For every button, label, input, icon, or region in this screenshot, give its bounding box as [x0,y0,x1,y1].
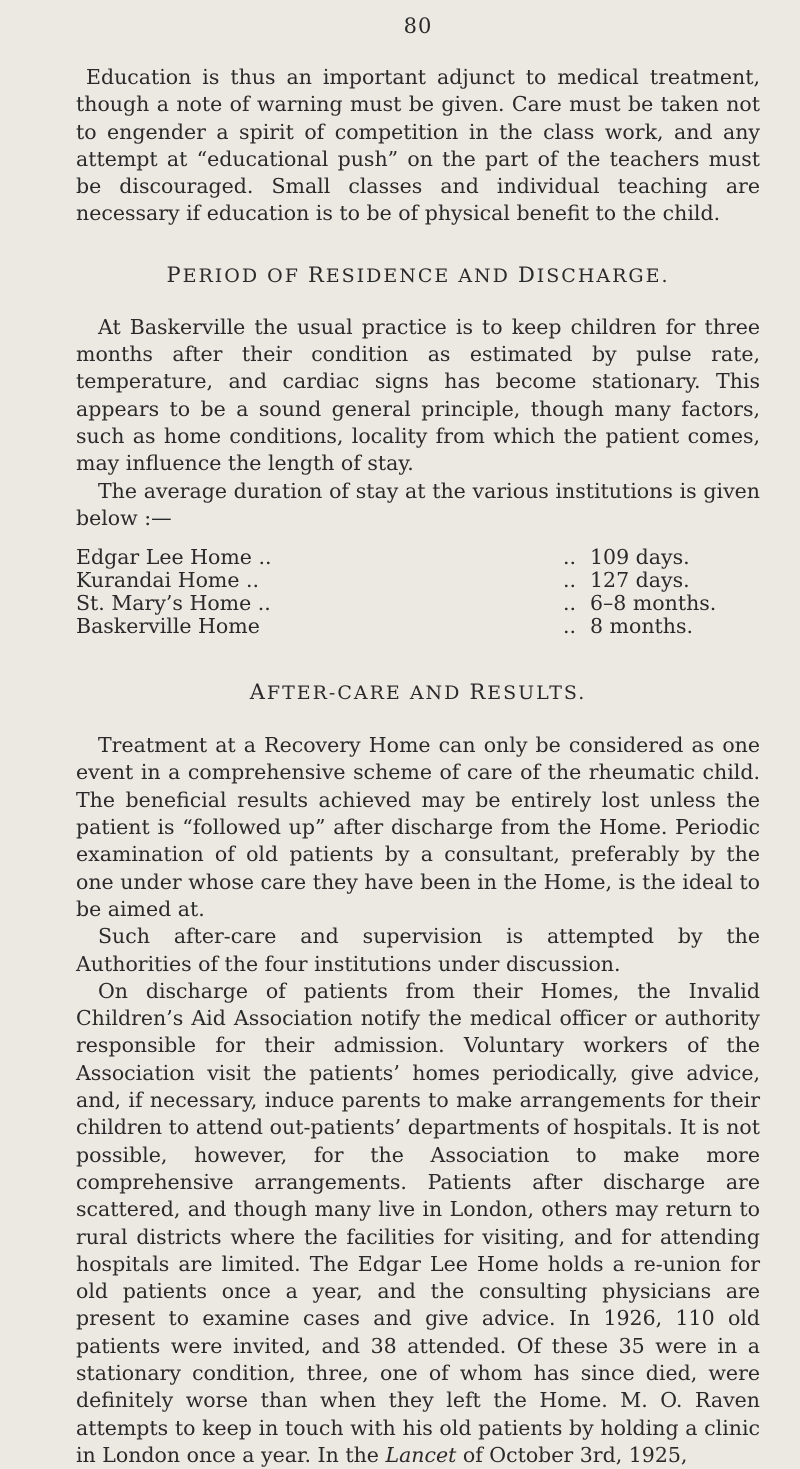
institution-name: Edgar Lee Home .. [76,545,272,570]
stay-duration: 109 days. [590,545,690,570]
leader-dots: .. [562,614,576,639]
supervision-paragraph: Such after-care and supervision is attempted by the Authorities of the four institutions under discussion. [76,924,760,976]
duration-intro-paragraph: The average duration of stay at the various institutions is given below :— [76,478,760,530]
section-heading-aftercare: AFTER-CARE AND RESULTS. [249,680,587,705]
leader-dots: .. [562,591,576,616]
dot-leaders [336,615,516,638]
leader-dots: .. [562,568,576,593]
institution-name: Kurandai Home .. [76,568,260,593]
stay-duration: 6–8 months. [590,591,717,616]
residence-paragraph: At Baskerville the usual practice is to keep children for three months after their condition as estimated by pulse rate, temperature, and cardiac signs has become stationary. This appears to be a sound general principle, though many factors, such as home conditions, locality from which the patient comes, may influence the length of stay. [76,314,760,476]
table-row [76,546,760,569]
page-number: 80 [403,14,433,38]
stay-duration: 8 months. [590,614,694,639]
aftercare-paragraph: Treatment at a Recovery Home can only be considered as one event in a comprehensive scheme of care of the rheumatic child. The beneficial results achieved may be entirely lost unless the patient is “followed up” after discharge from the Home. Periodic examination of old patients by a consultant, preferably by the one under whose care they have been in the Home, is the ideal to be aimed at. [76,733,760,921]
intro-paragraph: Education is thus an important adjunct to medical treatment, though a note of warning must be given. Care must be taken not to engender a spirit of competition in the class work, and any attempt at “educational push” on the part of the teachers must be discouraged. Small classes and individual teaching are necessary if education is to be of physical benefit to the child. [76,65,760,226]
dot-leaders [336,592,516,615]
table-row [76,615,760,638]
section-heading-residence: PERIOD OF RESIDENCE AND DISCHARGE. [166,262,670,287]
table-row [76,569,760,592]
stay-duration-table [76,546,760,638]
institution-name: St. Mary’s Home .. [76,591,271,616]
table-row [76,592,760,615]
dot-leaders [336,569,516,592]
institution-name: Baskerville Home [76,614,260,639]
dot-leaders [336,546,516,569]
stay-duration: 127 days. [590,568,690,593]
discharge-paragraph: On discharge of patients from their Homes, the Invalid Children’s Aid Association notify the medical officer or authority responsible for their admission. Voluntary workers of the Association visit the patients’ homes periodically, give advice, and, if necessary, induce parents to make arrangements for their children to attend out-patients’ departments of hospitals. It is not possible, however, for the Association to make more comprehensive arrangements. Patients after discharge are scattered, and though many live in London, others may return to rural districts where the facilities for visiting, and for attending hospitals are limited. The Edgar Lee Home holds a re-union for old patients once a year, and the consulting physicians are present to examine cases and give advice. In 1926, 110 old patients were invited, and 38 attended. Of these 35 were in a stationary condition, three, one of whom has since died, were definitely worse than when they left the Home. M. O. Raven attempts to keep in touch with his old patients by holding a clinic in London once a year. In the Lancet of October 3rd, 1925, [76,978,760,1467]
leader-dots: .. [562,545,576,570]
